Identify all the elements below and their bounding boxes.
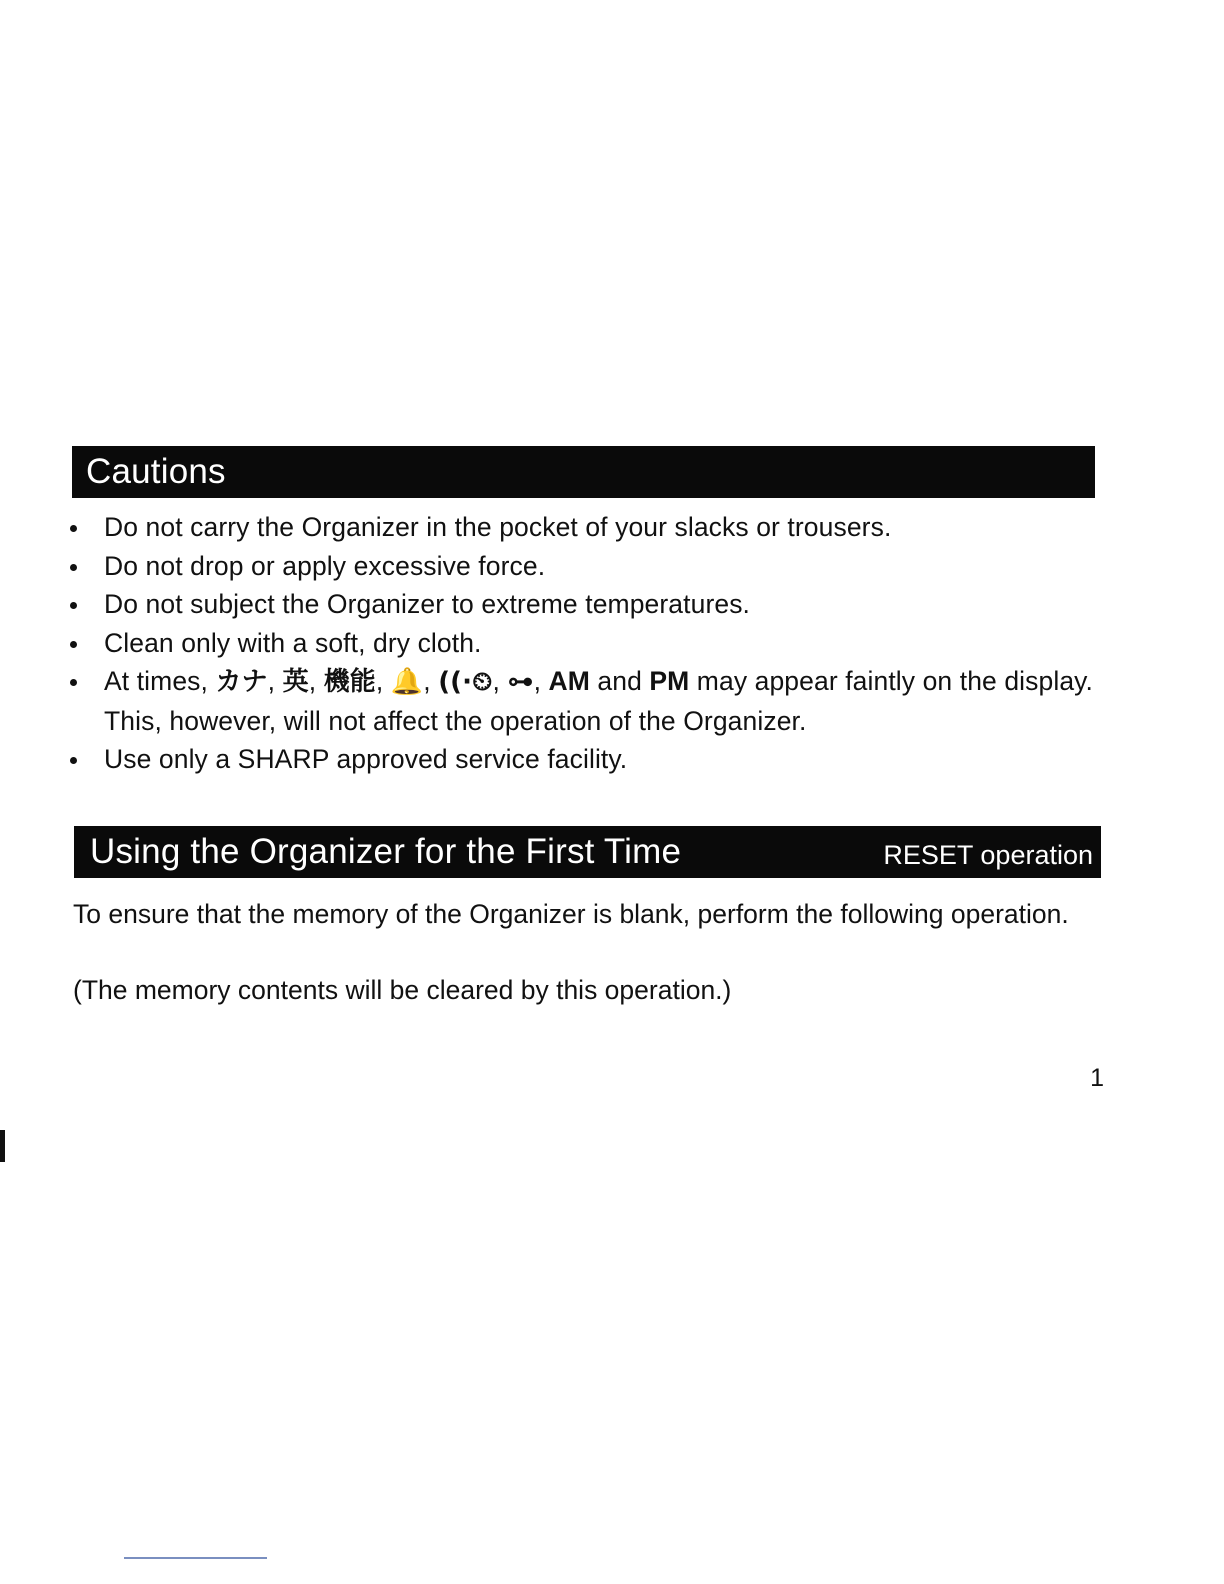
bullet-icon <box>70 564 77 571</box>
cautions-list <box>70 508 1120 779</box>
scan-edge-mark <box>0 1130 5 1162</box>
cautions-header <box>72 446 1095 498</box>
caution-text: Clean only with a soft, dry cloth. <box>104 627 482 658</box>
bottom-rule <box>124 1557 267 1559</box>
kana-symbol-icon: カナ <box>215 667 268 697</box>
cautions-title: Cautions <box>86 452 226 491</box>
caution-text: Do not drop or apply excessive force. <box>104 550 546 581</box>
separator: , <box>533 666 549 696</box>
reset-operation-label: RESET operation <box>883 839 1093 870</box>
caution-text: Do not carry the Organizer in the pocket of your slacks or trousers. <box>104 512 892 542</box>
caution-text-lead: At times, <box>104 666 216 696</box>
list-item <box>70 547 1120 586</box>
separator: , <box>492 666 508 696</box>
key-icon: ⊶ <box>507 667 534 697</box>
bullet-icon <box>70 679 77 686</box>
separator: , <box>267 666 283 696</box>
separator: , <box>423 666 439 696</box>
pm-indicator: PM <box>649 666 690 696</box>
function-symbol-icon: 機能 <box>323 667 376 697</box>
intro-paragraph: To ensure that the memory of the Organizer is blank, perform the following operation. <box>73 899 1069 929</box>
conjunction: and <box>589 666 650 696</box>
caution-text-tail: may appear faintly on the display. This, however, will not affect the operation of the Organizer. <box>104 666 1094 736</box>
bell-icon: 🔔 <box>390 667 424 697</box>
page-number: 1 <box>1090 1064 1104 1092</box>
list-item <box>70 508 1120 547</box>
note-paragraph: (The memory contents will be cleared by this operation.) <box>73 975 732 1005</box>
caution-text: Use only a SHARP approved service facility. <box>104 744 628 774</box>
separator: , <box>375 666 391 696</box>
alarm-clock-icon: ((·⏲ <box>438 667 493 697</box>
list-item <box>70 624 1120 663</box>
am-indicator: AM <box>548 666 590 696</box>
bullet-icon <box>70 602 77 609</box>
first-time-title: Using the Organizer for the First Time <box>90 832 682 871</box>
list-item <box>70 585 1120 624</box>
first-time-header <box>74 826 1101 878</box>
bullet-icon <box>70 641 77 648</box>
caution-text: Do not subject the Organizer to extreme temperatures. <box>104 589 751 619</box>
list-item <box>70 740 1120 779</box>
bullet-icon <box>70 757 77 764</box>
english-symbol-icon: 英 <box>282 667 309 697</box>
list-item-display-symbols <box>70 662 1120 740</box>
separator: , <box>308 666 324 696</box>
bullet-icon <box>70 525 77 532</box>
